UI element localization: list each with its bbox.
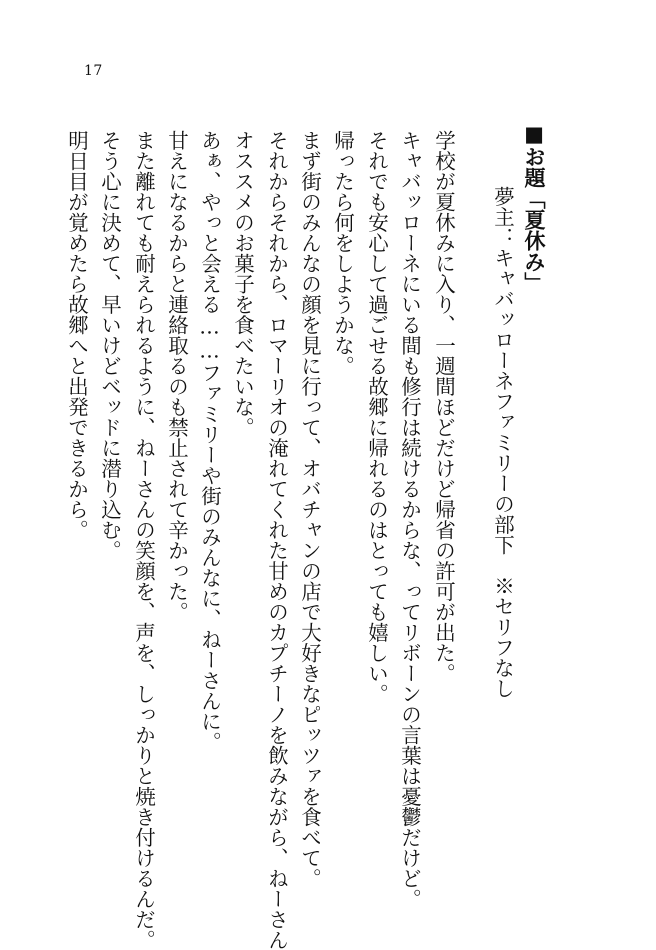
body-line: また離れても耐えられるように、ねーさんの笑顔を、声を、しっかりと焼き付けるんだ。: [131, 130, 156, 950]
body-line: あぁ、やっと会える……ファミリーや街のみんなに、ねーさんに。: [197, 130, 222, 752]
body-line: キャバッローネにいる間も修行は続けるからな、ってリボーンの言葉は憂鬱だけど。: [397, 130, 422, 909]
body-line: それでも安心して過ごせる故郷に帰れるのはとっても嬉しい。: [364, 130, 389, 704]
heading-square-mark: ■: [522, 122, 546, 146]
body-line: オススメのお菓子を食べたいな。: [230, 130, 255, 438]
body-line: 明日目が覚めたら故郷へと出発できるから。: [64, 130, 89, 540]
subheading: 夢主：キャバッローネファミリーの部下 ※セリフなし: [490, 186, 515, 699]
page-number: 17: [84, 63, 103, 79]
chapter-heading: [523, 122, 544, 293]
body-line: 帰ったら何をしようかな。: [330, 130, 355, 376]
body-line: それからそれから、ロマーリオの淹れてくれた甘めのカプチーノを飲みながら、ねーさん: [264, 130, 289, 950]
body-line: 甘えになるからと連絡取るのも禁止されて辛かった。: [164, 130, 189, 622]
body-line: 学校が夏休みに入り、一週間ほどだけど帰省の許可が出た。: [431, 130, 456, 684]
body-line: そう心に決めて、早いけどベッドに潜り込む。: [97, 130, 122, 561]
chapter-title: お題「夏休み」: [522, 146, 546, 293]
body-line: まず街のみんなの顔を見に行って、オバチャンの店で大好きなピッツァを食べて。: [297, 130, 322, 889]
